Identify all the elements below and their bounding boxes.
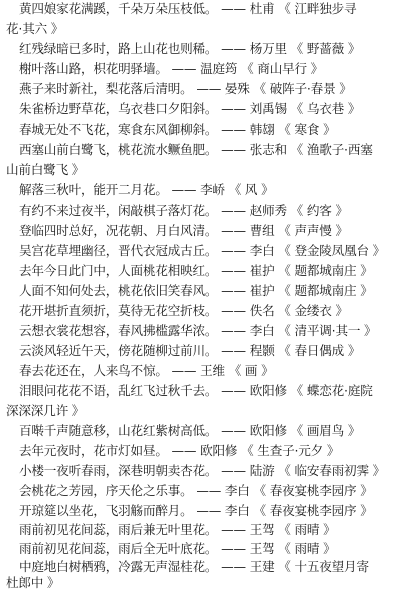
poem-line: 春城无处不飞花，寒食东风御柳斜。 —— 韩翃 《 寒食 》 — [19, 122, 336, 137]
poem-line: 吴宫花草埋幽径，晋代衣冠成古丘。 —— 李白 《 登金陵凤凰台 》 — [19, 243, 386, 258]
poem-line: 有约不来过夜半，闲敲棋子落灯花。 —— 赵师秀 《 约客 》 — [19, 203, 348, 218]
poem-line: 去年元夜时，花市灯如昼。 —— 欧阳修 《 生查子·元夕 》 — [19, 443, 340, 458]
poem-line: 雨前初见花间蕊，雨后全无叶底花。 —— 王驾 《 雨晴 》 — [19, 541, 336, 556]
poem-line: 百啭千声随意移，山花红紫树高低。 —— 欧阳修 《 画眉鸟 》 — [19, 423, 361, 438]
poem-line-continuation: 花·其六 》 — [6, 21, 64, 36]
poem-line: 去年今日此门中，人面桃花相映红。 —— 崔护 《 题都城南庄 》 — [19, 263, 373, 278]
poem-line: 春去花还在，人来鸟不惊。 —— 王维 《 画 》 — [19, 363, 274, 378]
poem-line: 解落三秋叶，能开二月花。 —— 李峤 《 风 》 — [19, 182, 274, 197]
poem-line: 会桃花之芳园，序天伦之乐事。 —— 李白 《 春夜宴桃李园序 》 — [19, 483, 373, 498]
poem-line-continuation: 山前白鹭飞 》 — [6, 162, 85, 177]
poem-line: 燕子来时新社，梨花落后清明。 —— 晏殊 《 破阵子·春景 》 — [19, 81, 352, 96]
poem-line: 红残绿暗已多时，路上山花也则稀。 —— 杨万里 《 野蔷薇 》 — [19, 41, 361, 56]
poem-line: 朱雀桥边野草花，乌衣巷口夕阳斜。 —— 刘禹锡 《 乌衣巷 》 — [19, 101, 361, 116]
poem-line: 黄四娘家花满蹊，千朵万朵压枝低。 —— 杜甫 《 江畔独步寻 — [19, 1, 357, 16]
poem-line: 雨前初见花间蕊，雨后兼无叶里花。 —— 王驾 《 雨晴 》 — [19, 522, 336, 537]
poem-line: 花开堪折直须折，莫待无花空折枝。 —— 佚名 《 金缕衣 》 — [19, 303, 348, 318]
poem-line: 小楼一夜听春雨，深巷明朝卖杏花。 —— 陆游 《 临安春雨初霁 》 — [19, 463, 386, 478]
poem-line-continuation: 深深深几许 》 — [6, 403, 85, 418]
poem-line: 泪眼问花花不语，乱红飞过秋千去。 —— 欧阳修 《 蝶恋花·庭院 — [19, 383, 373, 398]
poem-line: 榭叶落山路，枳花明驿墙。 —— 温庭筠 《 商山早行 》 — [19, 61, 324, 76]
poem-line-continuation: 杜郎中 》 — [6, 575, 60, 590]
poem-line: 开琼筵以坐花，飞羽觞而醉月。 —— 李白 《 春夜宴桃李园序 》 — [19, 503, 373, 518]
poem-line: 中庭地白树栖鸦，冷露无声湿桂花。 —— 王建 《 十五夜望月寄 — [19, 559, 369, 574]
poem-line: 登临四时总好，况花朝、月白风清。 —— 曹组 《 声声慢 》 — [19, 223, 348, 238]
poem-line: 云淡风轻近午天，傍花随柳过前川。 —— 程颢 《 春日偶成 》 — [19, 343, 361, 358]
poem-line: 西塞山前白鹭飞，桃花流水鳜鱼肥。 —— 张志和 《 渔歌子·西塞 — [19, 142, 373, 157]
poem-line: 云想衣裳花想容，春风拂槛露华浓。 —— 李白 《 清平调·其一 》 — [19, 323, 377, 338]
poem-line: 人面不知何处去，桃花依旧笑春风。 —— 崔护 《 题都城南庄 》 — [19, 283, 373, 298]
